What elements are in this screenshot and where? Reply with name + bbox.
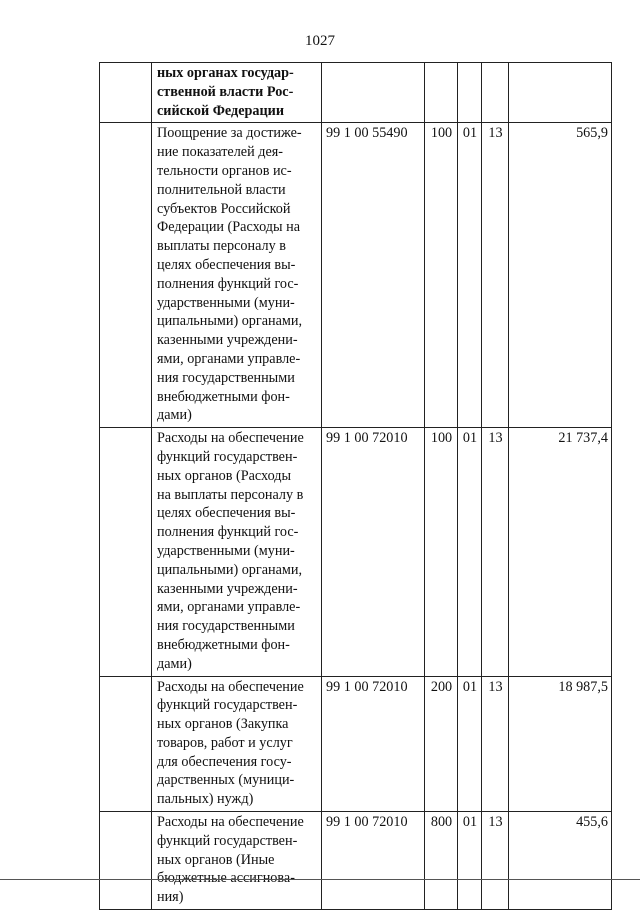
- expense-name-line: функций государствен-: [157, 832, 298, 849]
- expense-name-line: субъектов Российской: [157, 200, 291, 217]
- bottom-rule: [0, 879, 640, 880]
- expense-type-cell: 100: [425, 123, 458, 428]
- row-number-cell: [100, 123, 152, 428]
- expense-name-line: ями, органами управле-: [157, 599, 301, 616]
- expense-name-line: полнения функций гос-: [157, 275, 299, 292]
- expense-type-cell: 100: [425, 428, 458, 676]
- amount-cell: 18 987,5: [509, 676, 612, 812]
- expense-name-line: Поощрение за достиже-: [157, 125, 302, 142]
- row-number-cell: [100, 63, 152, 123]
- expense-name-cell: [152, 676, 322, 812]
- expense-name-line: товаров, работ и услуг: [157, 734, 293, 751]
- expense-name-line: ударственными (муни-: [157, 542, 295, 559]
- table-row: [100, 123, 612, 428]
- section-cell: [458, 63, 482, 123]
- expense-name-line: для обеспечения госу-: [157, 753, 292, 770]
- amount-cell: 455,6: [509, 812, 612, 910]
- expense-name-line: функций государствен-: [157, 448, 298, 465]
- expense-name-line: Федерации (Расходы на: [157, 219, 300, 236]
- expense-name-line: дарственных (муници-: [157, 772, 295, 789]
- expense-name-line: ципальными) органами,: [157, 313, 303, 330]
- expense-name-line: целях обеспечения вы-: [157, 256, 296, 273]
- subsection-cell: 13: [482, 123, 509, 428]
- expense-type-cell: [425, 63, 458, 123]
- section-cell: 01: [458, 123, 482, 428]
- target-article-cell: 99 1 00 72010: [322, 428, 425, 676]
- expense-name-line: Расходы на обеспечение: [157, 814, 304, 831]
- expense-name-line: внебюджетными фон-: [157, 388, 290, 405]
- expense-name-line: дами): [157, 407, 192, 424]
- table-row: [100, 812, 612, 910]
- row-number-cell: [100, 812, 152, 910]
- expense-name-line: ния): [157, 889, 184, 906]
- amount-cell: 565,9: [509, 123, 612, 428]
- expense-name-line: функций государствен-: [157, 697, 298, 714]
- page-number: 1027: [305, 33, 335, 49]
- expense-name-line: ных органах государ-: [157, 65, 294, 81]
- table-row: [100, 63, 612, 123]
- expense-name-line: казенными учреждени-: [157, 332, 298, 349]
- expense-name-line: пальных) нужд): [157, 791, 254, 808]
- amount-cell: [509, 63, 612, 123]
- row-number-cell: [100, 428, 152, 676]
- expense-name-cell: [152, 63, 322, 123]
- expense-name-cell: [152, 123, 322, 428]
- table-row: [100, 676, 612, 812]
- expense-name-line: ния государственными: [157, 618, 295, 635]
- amount-cell: 21 737,4: [509, 428, 612, 676]
- expense-name-line: ственной власти Рос-: [157, 83, 294, 100]
- expense-name-line: внебюджетными фон-: [157, 636, 290, 653]
- expense-name-line: ных органов (Иные: [157, 851, 275, 868]
- expense-name-line: выплаты персоналу в: [157, 238, 286, 255]
- expense-name-line: полнительной власти: [157, 181, 286, 198]
- row-number-cell: [100, 676, 152, 812]
- table-row: [100, 428, 612, 676]
- expense-name-line: бюджетные ассигнова-: [157, 870, 295, 887]
- subsection-cell: 13: [482, 812, 509, 910]
- target-article-cell: 99 1 00 72010: [322, 676, 425, 812]
- expense-name-line: ние показателей дея-: [157, 144, 284, 161]
- expense-name-line: ных органов (Расходы: [157, 467, 292, 484]
- subsection-cell: 13: [482, 428, 509, 676]
- section-cell: 01: [458, 812, 482, 910]
- expense-name-line: тельности органов ис-: [157, 162, 292, 179]
- expense-type-cell: 200: [425, 676, 458, 812]
- subsection-cell: [482, 63, 509, 123]
- expense-name-line: на выплаты персоналу в: [157, 486, 304, 503]
- expense-name-line: ями, органами управле-: [157, 350, 301, 367]
- expense-name-line: ципальными) органами,: [157, 561, 303, 578]
- expense-name-line: дами): [157, 655, 192, 672]
- expense-name-line: ных органов (Закупка: [157, 716, 289, 733]
- target-article-cell: 99 1 00 72010: [322, 812, 425, 910]
- section-cell: 01: [458, 428, 482, 676]
- expense-name-line: сийской Федерации: [157, 102, 285, 119]
- target-article-cell: 99 1 00 55490: [322, 123, 425, 428]
- target-article-cell: [322, 63, 425, 123]
- expense-name-line: казенными учреждени-: [157, 580, 298, 597]
- expense-name-line: Расходы на обеспечение: [157, 430, 304, 447]
- subsection-cell: 13: [482, 676, 509, 812]
- expense-name-line: ударственными (муни-: [157, 294, 295, 311]
- expense-type-cell: 800: [425, 812, 458, 910]
- budget-table: [99, 62, 612, 910]
- table-body: [100, 63, 612, 910]
- expense-name-line: полнения функций гос-: [157, 524, 299, 541]
- section-cell: 01: [458, 676, 482, 812]
- expense-name-line: целях обеспечения вы-: [157, 505, 296, 522]
- expense-name-cell: [152, 812, 322, 910]
- expense-name-cell: [152, 428, 322, 676]
- expense-name-line: Расходы на обеспечение: [157, 678, 304, 695]
- expense-name-line: ния государственными: [157, 369, 295, 386]
